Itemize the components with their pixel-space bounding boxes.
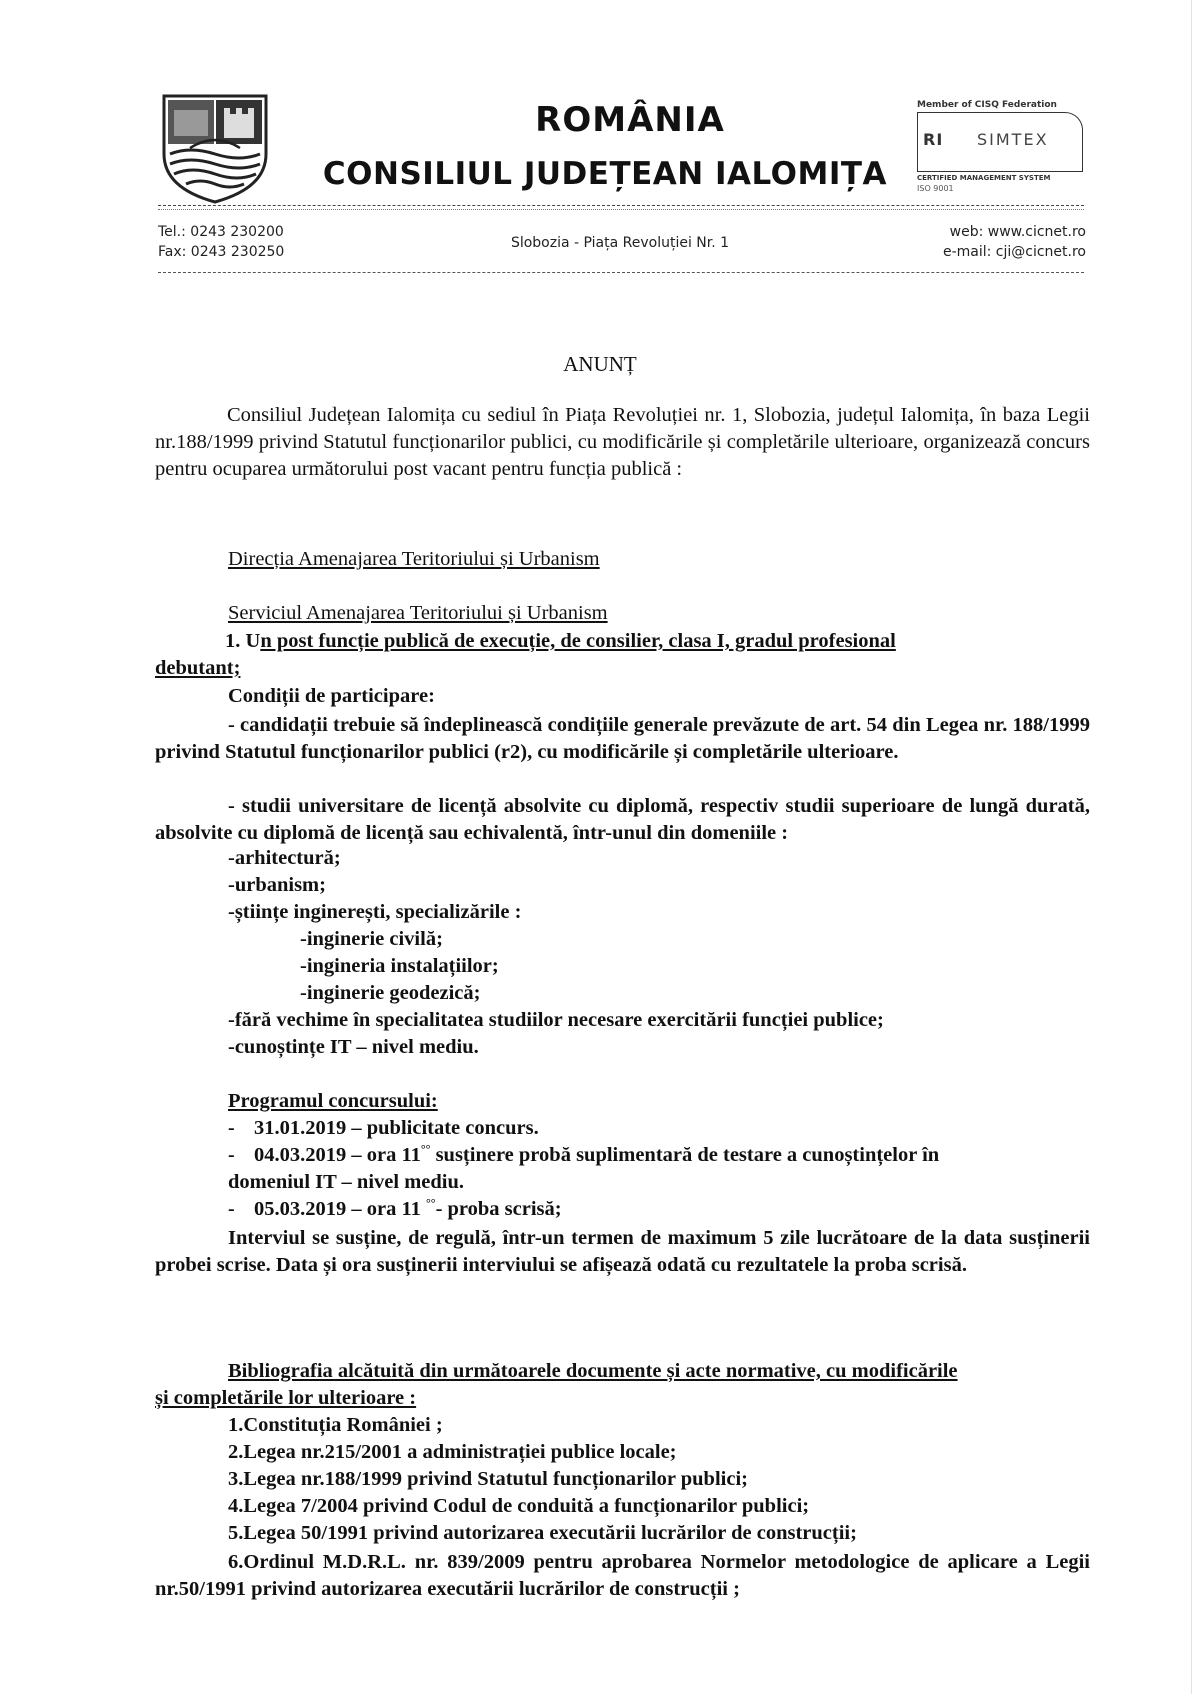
online-contact-block	[830, 222, 1086, 262]
interview-note: Interviul se susține, de regulă, într-un termen de maximum 5 zile lucrătoare de la data susținerii probei scrise. Data și ora susținerii interviului se afișează odată cu rezultatele la proba scrisă.	[155, 1227, 1090, 1276]
bullet-dash: -	[228, 1117, 235, 1139]
bibliography-item: 6.Ordinul M.D.R.L. nr. 839/2009 pentru aprobarea Normelor metodologice de aplicare a Legii nr.50/1991 privind autorizarea executării lucrărilor de construcții ;	[155, 1551, 1090, 1600]
post-description: n post funcție publică de execuție, de consilier, clasa I, gradul profesional	[260, 630, 896, 652]
direction-name: Direcția Amenajarea Teritoriului și Urbanism	[228, 548, 600, 570]
postal-address: Slobozia - Piața Revoluției Nr. 1	[510, 235, 730, 251]
cert-member-text: Member of CISQ Federation	[917, 100, 1057, 110]
conditions-title: Condiții de participare:	[228, 685, 435, 707]
website: web: www.cicnet.ro	[949, 224, 1086, 240]
bibliography-title-continuation: și completările lor ulterioare :	[155, 1387, 417, 1409]
scan-edge-line	[1191, 0, 1192, 1694]
phone-block	[158, 222, 284, 262]
bibliography-item: 3.Legea nr.188/1999 privind Statutul funcționarilor publici;	[228, 1468, 748, 1490]
cert-system-text: CERTIFIED MANAGEMENT SYSTEM	[917, 174, 1051, 182]
phone-number: Tel.: 0243 230200	[158, 224, 284, 240]
program-description: - proba scrisă;	[435, 1198, 562, 1220]
bibliography-item: 2.Legea nr.215/2001 a administrației publice locale;	[228, 1441, 677, 1463]
program-description: susținere probă suplimentară de testare a cunoștințelor în	[430, 1144, 940, 1166]
bibliography-item: 1.Constituția României ;	[228, 1414, 443, 1436]
time-superscript: °°	[420, 1142, 431, 1157]
county-coat-of-arms-icon	[160, 92, 270, 204]
specialization-item: -ingineria instalațiilor;	[300, 955, 499, 977]
domain-item: -urbanism;	[228, 874, 326, 896]
specialization-item: -inginerie geodezică;	[300, 982, 481, 1004]
bibliography-item: 4.Legea 7/2004 privind Codul de conduită a funcționarilor publici;	[228, 1495, 810, 1517]
post-grade: debutant;	[155, 657, 241, 679]
header-divider-secondary	[158, 209, 1084, 210]
bullet-dash: -	[228, 1144, 235, 1166]
program-date: 04.03.2019 – ora 11	[254, 1144, 421, 1166]
program-item	[254, 1198, 562, 1221]
fax-number: Fax: 0243 230250	[158, 244, 285, 260]
announcement-heading: ANUNȚ	[563, 352, 637, 376]
program-item-continuation: domeniul IT – nivel mediu.	[228, 1171, 464, 1193]
domain-item: -arhitectură;	[228, 847, 341, 869]
post-number: 1. U	[225, 630, 261, 652]
requirement-item: -fără vechime în specialitatea studiilor necesare exercitării funcției publice;	[228, 1009, 884, 1031]
contact-divider	[158, 272, 1084, 273]
time-superscript: °°	[425, 1196, 436, 1211]
intro-text: Consiliul Județean Ialomița cu sediul în Piața Revoluției nr. 1, Slobozia, județul Ialomița, în baza Legii nr.188/1999 privind Statutul funcționarilor publici, cu modificările și completările ulterioare, organizează concurs pentru ocuparea următorului post vacant pentru funcția publică :	[155, 404, 1090, 480]
email-address: e-mail: cji@cicnet.ro	[942, 244, 1086, 260]
cert-brand-a: RI	[923, 130, 944, 149]
specialization-item: -inginerie civilă;	[300, 928, 443, 950]
post-title	[225, 630, 1095, 653]
country-title: ROMÂNIA	[535, 100, 725, 140]
program-item	[254, 1144, 939, 1167]
program-title: Programul concursului:	[228, 1090, 438, 1112]
bibliography-title: Bibliografia alcătuită din următoarele documente și acte normative, cu modificările	[228, 1360, 958, 1382]
domain-item: -științe inginerești, specializările :	[228, 901, 522, 923]
condition-studies: - studii universitare de licență absolvite cu diplomă, respectiv studii superioare de lungă durată, absolvite cu diplomă de licență sau echivalentă, într-unul din domeniile :	[155, 795, 1090, 844]
intro-paragraph	[155, 402, 1090, 483]
service-name: Serviciul Amenajarea Teritoriului și Urbanism	[228, 602, 608, 624]
bibliography-item: 5.Legea 50/1991 privind autorizarea executării lucrărilor de construcții;	[228, 1522, 857, 1544]
institution-title: CONSILIUL JUDEȚEAN IALOMIȚA	[322, 156, 888, 192]
program-date: 05.03.2019 – ora 11	[254, 1198, 426, 1220]
cert-iso-text: ISO 9001	[917, 184, 954, 193]
condition-general: - candidații trebuie să îndeplinească condițiile generale prevăzute de art. 54 din Legea nr. 188/1999 privind Statutul funcționarilor publici (r2), cu modificările și completările ulterioare.	[155, 714, 1090, 763]
certification-logo	[915, 100, 1085, 192]
requirement-item: -cunoștințe IT – nivel mediu.	[228, 1036, 479, 1058]
cert-brand-b: SIMTEX	[977, 130, 1049, 149]
program-item: 31.01.2019 – publicitate concurs.	[254, 1117, 539, 1139]
header-divider	[158, 205, 1084, 206]
bullet-dash: -	[228, 1198, 235, 1220]
